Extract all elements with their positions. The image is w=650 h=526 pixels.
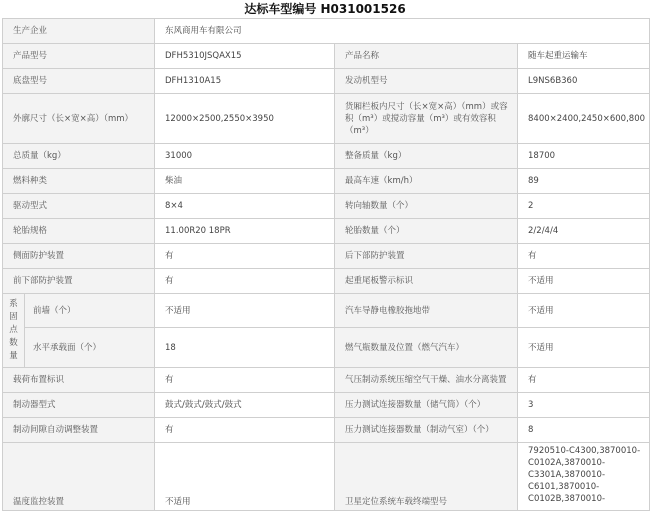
dims-label: 外廓尺寸（长×宽×高）（mm） — [3, 94, 155, 144]
model-value: DFH5310JSQAX15 — [155, 44, 335, 69]
group-char: 系 — [9, 299, 18, 309]
brake-type-label: 制动器型式 — [3, 393, 155, 418]
reservoir-connector-label: 压力测试连接器数量（储气筒）（个） — [335, 393, 518, 418]
steer-axles-value: 2 — [518, 194, 650, 219]
brake-type-value: 鼓式/鼓式/鼓式/鼓式 — [155, 393, 335, 418]
drive-value: 8×4 — [155, 194, 335, 219]
gap-adjust-label: 制动间隙自动调整装置 — [3, 418, 155, 443]
table-row — [3, 219, 650, 244]
table-row — [3, 393, 650, 418]
drive-label: 驱动型式 — [3, 194, 155, 219]
product-name-label: 产品名称 — [335, 44, 518, 69]
tire-spec-label: 轮胎规格 — [3, 219, 155, 244]
group-char: 数 — [9, 338, 18, 348]
table-row — [3, 94, 650, 144]
table-row — [3, 44, 650, 69]
tire-count-label: 轮胎数量（个） — [335, 219, 518, 244]
gps-model-line: C0102B,3870010- — [528, 494, 606, 504]
front-guard-value: 有 — [155, 269, 335, 294]
tire-count-value: 2/2/4/4 — [518, 219, 650, 244]
fuel-value: 柴油 — [155, 169, 335, 194]
manufacturer-label: 生产企业 — [3, 19, 155, 44]
front-wall-label: 前墙（个） — [25, 294, 155, 328]
chassis-label: 底盘型号 — [3, 69, 155, 94]
table-row — [3, 244, 650, 269]
gps-model-line: 7920510-C4300,3870010- — [528, 446, 641, 456]
chamber-connector-value: 8 — [518, 418, 650, 443]
side-guard-label: 侧面防护装置 — [3, 244, 155, 269]
chassis-value: DFH1310A15 — [155, 69, 335, 94]
fuel-label: 燃料种类 — [3, 169, 155, 194]
steer-axles-label: 转向轴数量（个） — [335, 194, 518, 219]
total-mass-value: 31000 — [155, 144, 335, 169]
gps-model-line: C0102A,3870010- — [528, 458, 606, 468]
engine-label: 发动机型号 — [335, 69, 518, 94]
table-row — [3, 169, 650, 194]
engine-value: L9NS6B360 — [518, 69, 650, 94]
curb-mass-label: 整备质量（kg） — [335, 144, 518, 169]
max-speed-label: 最高车速（km/h） — [335, 169, 518, 194]
temp-monitor-label: 温度监控装置 — [3, 443, 155, 511]
gap-adjust-value: 有 — [155, 418, 335, 443]
rear-guard-value: 有 — [518, 244, 650, 269]
front-wall-value: 不适用 — [155, 294, 335, 328]
tire-spec-value: 11.00R20 18PR — [155, 219, 335, 244]
table-row — [3, 144, 650, 169]
static-strap-value: 不适用 — [518, 294, 650, 328]
table-row — [3, 269, 650, 294]
table-row — [3, 19, 650, 44]
table-row — [3, 443, 650, 511]
gps-model-line: C6101,3870010- — [528, 482, 600, 492]
group-char: 点 — [9, 325, 18, 335]
floor-points-value: 18 — [155, 328, 335, 368]
manufacturer-value: 东风商用车有限公司 — [155, 19, 650, 44]
tailboard-mark-label: 起重尾板警示标识 — [335, 269, 518, 294]
table-row — [3, 194, 650, 219]
model-label: 产品型号 — [3, 44, 155, 69]
reservoir-connector-value: 3 — [518, 393, 650, 418]
gps-terminal-label: 卫星定位系统车载终端型号 — [335, 443, 518, 511]
tailboard-mark-value: 不适用 — [518, 269, 650, 294]
gps-model-line: C3301A,3870010- — [528, 470, 606, 480]
gas-cylinder-value: 不适用 — [518, 328, 650, 368]
vehicle-spec-table — [2, 18, 650, 511]
group-char: 量 — [9, 351, 18, 361]
curb-mass-value: 18700 — [518, 144, 650, 169]
table-row — [3, 418, 650, 443]
front-guard-label: 前下部防护装置 — [3, 269, 155, 294]
total-mass-label: 总质量（kg） — [3, 144, 155, 169]
group-char: 固 — [9, 312, 18, 322]
air-dryer-value: 有 — [518, 368, 650, 393]
side-guard-value: 有 — [155, 244, 335, 269]
page-title: 达标车型编号 H031001526 — [244, 2, 406, 16]
rear-guard-label: 后下部防护装置 — [335, 244, 518, 269]
product-name-value: 随车起重运输车 — [518, 44, 650, 69]
air-dryer-label: 气压制动系统压缩空气干燥、油水分离装置 — [335, 368, 518, 393]
chamber-connector-label: 压力测试连接器数量（制动气室）（个） — [335, 418, 518, 443]
gps-terminal-value — [518, 443, 650, 511]
gas-cylinder-label: 燃气瓶数量及位置（燃气汽车） — [335, 328, 518, 368]
dims-value: 12000×2500,2550×3950 — [155, 94, 335, 144]
temp-monitor-value: 不适用 — [155, 443, 335, 511]
table-row — [3, 294, 650, 328]
floor-points-label: 水平承载面（个） — [25, 328, 155, 368]
cargo-dims-label: 货厢栏板内尺寸（长×宽×高）（mm）或容积（m³）或搅动容量（m³）或有效容积（m³） — [335, 94, 518, 144]
static-strap-label: 汽车导静电橡胶拖地带 — [335, 294, 518, 328]
load-mark-value: 有 — [155, 368, 335, 393]
table-row — [3, 328, 650, 368]
max-speed-value: 89 — [518, 169, 650, 194]
cargo-dims-value: 8400×2400,2450×600,800 — [518, 94, 650, 144]
fixing-points-group-label — [3, 294, 25, 368]
table-row — [3, 69, 650, 94]
table-row — [3, 368, 650, 393]
load-mark-label: 载荷布置标识 — [3, 368, 155, 393]
